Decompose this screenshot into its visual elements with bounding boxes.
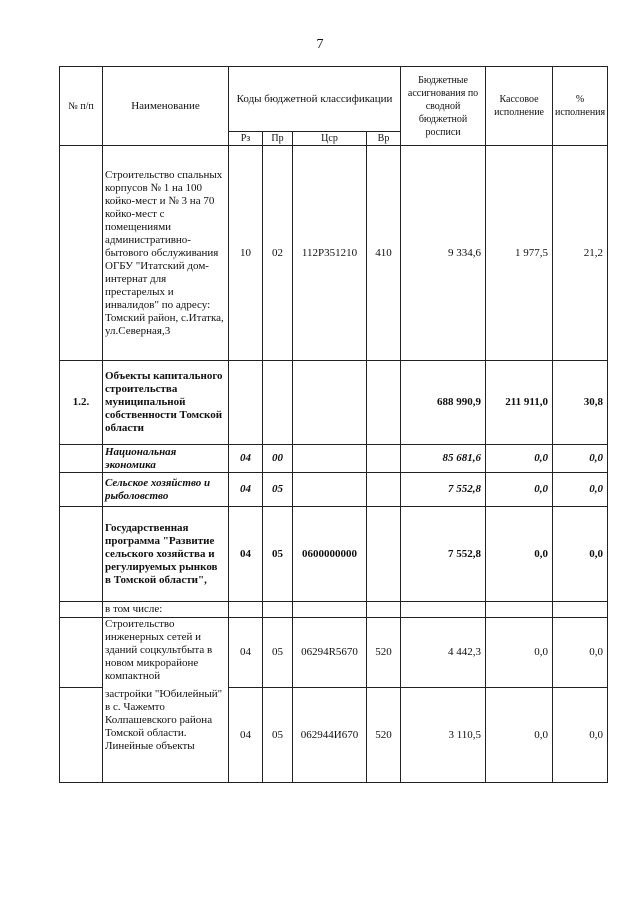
row-csr (293, 602, 367, 618)
row-csr: 06294R5670 (293, 618, 367, 688)
row-pct: 0,0 (553, 507, 608, 602)
row-alloc: 4 442,3 (401, 618, 486, 688)
row-pr: 00 (263, 445, 293, 473)
row-pr: 05 (263, 473, 293, 507)
row-vr: 520 (367, 688, 401, 783)
row-pct: 21,2 (553, 146, 608, 361)
row-cash (486, 602, 553, 618)
row-vr (367, 602, 401, 618)
row-pct: 30,8 (553, 361, 608, 445)
table-row (60, 445, 608, 473)
table-row (60, 507, 608, 602)
row-cash: 211 911,0 (486, 361, 553, 445)
row-num (60, 618, 103, 688)
row-rz: 04 (229, 688, 263, 783)
header-row (60, 67, 608, 132)
header-pr: Пр (263, 132, 293, 146)
row-pr: 05 (263, 688, 293, 783)
row-alloc: 688 990,9 (401, 361, 486, 445)
row-alloc: 9 334,6 (401, 146, 486, 361)
budget-table (59, 66, 608, 783)
table-row (60, 688, 608, 783)
row-pct: 0,0 (553, 618, 608, 688)
row-name: Государственная программа "Развитие сельского хозяйства и регулируемых рынков в Томской области", (103, 507, 229, 602)
header-vr: Вр (367, 132, 401, 146)
row-alloc (401, 602, 486, 618)
row-csr (293, 473, 367, 507)
row-alloc: 7 552,8 (401, 473, 486, 507)
row-alloc: 85 681,6 (401, 445, 486, 473)
header-cash: Кассовое исполнение (486, 67, 553, 146)
row-name: Национальная экономика (103, 445, 229, 473)
row-num (60, 507, 103, 602)
row-name: Строительство спальных корпусов № 1 на 100 койко-мест и № 3 на 70 койко-мест с помещениями административно-бытового обслуживания ОГБУ "Итатский дом-интернат для престарелых и инвалидов" по адресу: Томский район, с.Итатка, ул.Северная,3 (103, 146, 229, 361)
row-alloc: 7 552,8 (401, 507, 486, 602)
row-num (60, 602, 103, 618)
row-csr: 0600000000 (293, 507, 367, 602)
table-row (60, 473, 608, 507)
row-name: Объекты капитального строительства муниципальной собственности Томской области (103, 361, 229, 445)
header-csr: Цср (293, 132, 367, 146)
row-csr (293, 361, 367, 445)
row-vr: 520 (367, 618, 401, 688)
table-row (60, 618, 608, 688)
row-csr (293, 445, 367, 473)
row-pr (263, 602, 293, 618)
table-row (60, 361, 608, 445)
row-cash: 0,0 (486, 445, 553, 473)
page-number: 7 (316, 37, 324, 52)
row-cash: 0,0 (486, 507, 553, 602)
row-name: застройки "Юбилейный" в с. Чажемто Колпашевского района Томской области. Линейные объекты (103, 688, 229, 783)
row-name: Сельское хозяйство и рыболовство (103, 473, 229, 507)
header-rz: Рз (229, 132, 263, 146)
row-pr (263, 361, 293, 445)
header-codes: Коды бюджетной классификации (229, 67, 401, 132)
row-cash: 1 977,5 (486, 146, 553, 361)
row-vr: 410 (367, 146, 401, 361)
row-rz: 10 (229, 146, 263, 361)
row-rz: 04 (229, 507, 263, 602)
row-rz (229, 602, 263, 618)
row-csr: 062944И670 (293, 688, 367, 783)
header-allocations: Бюджетные ассигнования по сводной бюджетной росписи (401, 67, 486, 146)
row-pct: 0,0 (553, 445, 608, 473)
row-pr: 02 (263, 146, 293, 361)
row-pr: 05 (263, 507, 293, 602)
table-row (60, 602, 608, 618)
row-vr (367, 473, 401, 507)
row-vr (367, 445, 401, 473)
row-num: 1.2. (60, 361, 103, 445)
row-vr (367, 361, 401, 445)
header-num: № п/п (60, 67, 103, 146)
row-rz (229, 361, 263, 445)
row-name: в том числе: (103, 602, 229, 618)
row-pct: 0,0 (553, 688, 608, 783)
row-csr: 112P351210 (293, 146, 367, 361)
row-cash: 0,0 (486, 618, 553, 688)
row-rz: 04 (229, 473, 263, 507)
row-num (60, 688, 103, 783)
row-name: Строительство инженерных сетей и зданий соцкультбыта в новом микрорайоне компактной (103, 618, 229, 688)
row-vr (367, 507, 401, 602)
header-percent: % исполнения (553, 67, 608, 146)
table-row (60, 146, 608, 361)
row-rz: 04 (229, 618, 263, 688)
header-name: Наименование (103, 67, 229, 146)
row-pr: 05 (263, 618, 293, 688)
row-cash: 0,0 (486, 688, 553, 783)
row-cash: 0,0 (486, 473, 553, 507)
row-alloc: 3 110,5 (401, 688, 486, 783)
row-num (60, 146, 103, 361)
row-rz: 04 (229, 445, 263, 473)
row-num (60, 473, 103, 507)
row-num (60, 445, 103, 473)
row-pct: 0,0 (553, 473, 608, 507)
row-pct (553, 602, 608, 618)
